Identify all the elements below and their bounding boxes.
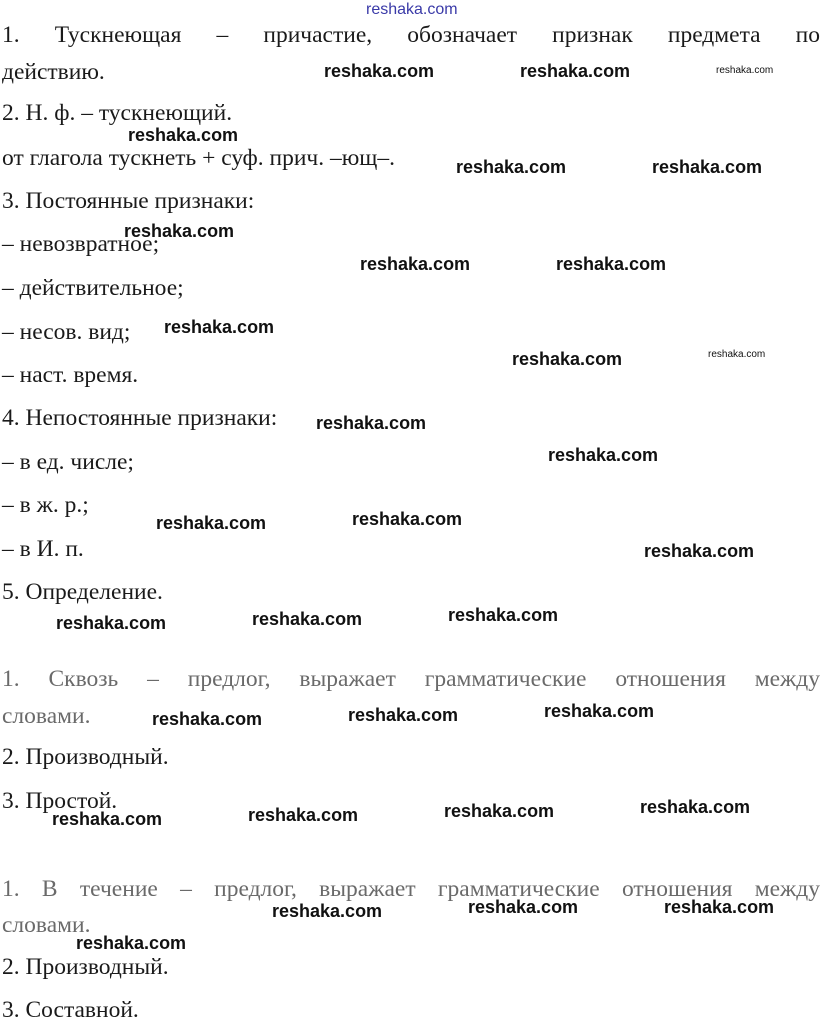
watermark: reshaka.com (252, 609, 363, 629)
watermark: reshaka.com (664, 897, 775, 917)
watermark: reshaka.com (468, 897, 579, 917)
watermark: reshaka.com (76, 933, 187, 953)
watermark: reshaka.com (124, 221, 235, 241)
watermark: reshaka.com (348, 705, 459, 725)
text-line: – в ед. числе; (2, 449, 134, 475)
text-line: 2. Производный. (2, 954, 169, 980)
text-line: 1. В течение – предлог, выражает грамматические отношения между (2, 876, 820, 902)
watermark: reshaka.com (156, 513, 267, 533)
watermark: reshaka.com (652, 157, 763, 177)
watermark: reshaka.com (352, 509, 463, 529)
text-line: от глагола тускнеть + суф. прич. –ющ–. (2, 145, 396, 171)
watermark: reshaka.com (324, 61, 435, 81)
watermark: reshaka.com (644, 541, 755, 561)
text-line: словами. (2, 703, 91, 729)
text-line: – в И. п. (2, 536, 84, 562)
text-line: – действительное; (2, 275, 184, 301)
watermark: reshaka.com (708, 349, 766, 360)
watermark: reshaka.com (360, 254, 471, 274)
watermark: reshaka.com (52, 809, 163, 829)
watermark: reshaka.com (520, 61, 631, 81)
watermark: reshaka.com (248, 805, 359, 825)
watermark: reshaka.com (272, 901, 383, 921)
text-line: 3. Постоянные признаки: (2, 188, 255, 214)
watermark: reshaka.com (512, 349, 623, 369)
watermark: reshaka.com (444, 801, 555, 821)
text-line: словами. (2, 912, 91, 938)
text-line: 1. Сквозь – предлог, выражает грамматические отношения между (2, 666, 820, 692)
watermark: reshaka.com (128, 125, 239, 145)
watermark: reshaka.com (544, 701, 655, 721)
watermark: reshaka.com (716, 65, 774, 76)
text-line: – в ж. р.; (2, 492, 89, 518)
watermark: reshaka.com (456, 157, 567, 177)
text-line: 3. Составной. (2, 997, 139, 1023)
watermark: reshaka.com (316, 413, 427, 433)
watermark: reshaka.com (366, 1, 458, 18)
watermark: reshaka.com (640, 797, 751, 817)
text-line: – несов. вид; (2, 319, 131, 345)
text-line: 2. Производный. (2, 744, 169, 770)
watermark: reshaka.com (448, 605, 559, 625)
watermark: reshaka.com (548, 445, 659, 465)
text-line: – наст. время. (2, 362, 139, 388)
watermark: reshaka.com (556, 254, 667, 274)
watermark: reshaka.com (164, 317, 275, 337)
text-line: 3. Простой. (2, 788, 118, 814)
text-line: 1. Тускнеющая – причастие, обозначает признак предмета по (2, 22, 820, 48)
text-line: 4. Непостоянные признаки: (2, 405, 278, 431)
text-line: – невозвратное; (2, 231, 160, 257)
watermark: reshaka.com (56, 613, 167, 633)
text-line: 2. Н. ф. – тускнеющий. (2, 100, 233, 126)
text-line: действию. (2, 59, 105, 85)
text-line: 5. Определение. (2, 579, 163, 605)
watermark: reshaka.com (152, 709, 263, 729)
